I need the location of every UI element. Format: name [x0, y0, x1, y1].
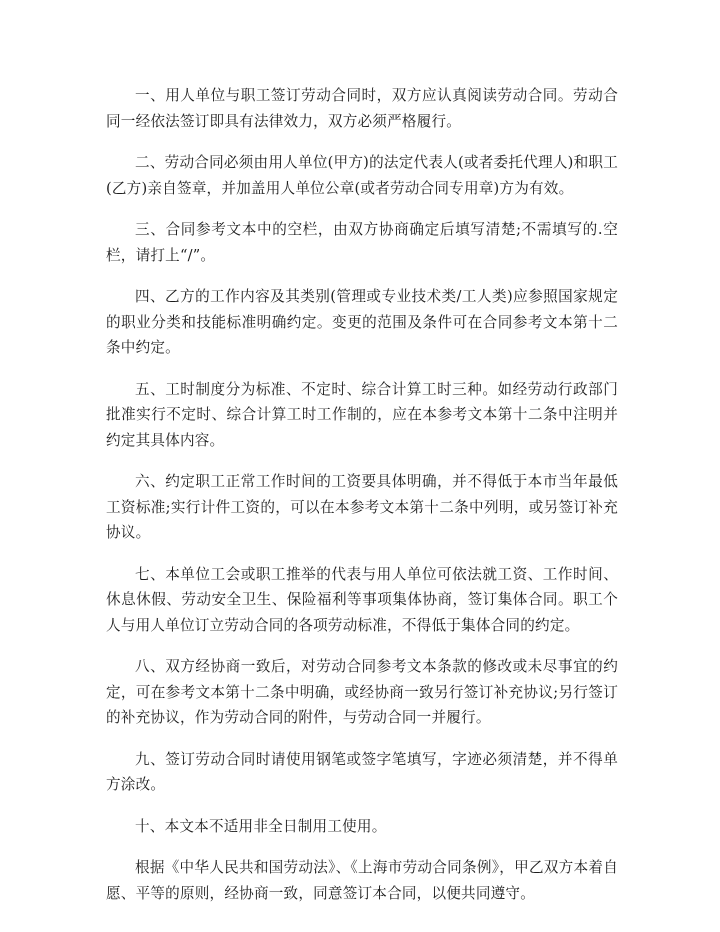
paragraph-10: 十、本文本不适用非全日制用工使用。: [135, 817, 387, 835]
paragraph-6: 六、约定职工正常工作时间的工资要具体明确，并不得低于本市当年最低工资标准;实行计件工资的，可以在本参考文本第十二条中列明，或另签订补充协议。: [106, 473, 618, 541]
paragraph-9: 九、签订劳动合同时请使用钢笔或签字笔填写，字迹必须清楚，并不得单方涂改。: [106, 750, 618, 793]
paragraph-8: 八、双方经协商一致后，对劳动合同参考文本条款的修改或未尽事宜的约定，可在参考文本第十二条中明确，或经协商一致另行签订补充协议;另行签订的补充协议，作为劳动合同的附件，与劳动合同一并履行。: [106, 658, 618, 726]
paragraph-1: 一、用人单位与职工签订劳动合同时，双方应认真阅读劳动合同。劳动合同一经依法签订即具有法律效力，双方必须严格履行。: [106, 87, 618, 130]
paragraph-3: 三、合同参考文本中的空栏，由双方协商确定后填写清楚;不需填写的.空栏，请打上“/”。: [106, 221, 618, 264]
document-body: [106, 83, 618, 922]
paragraph-4: 四、乙方的工作内容及其类别(管理或专业技术类/工人类)应参照国家规定的职业分类和技能标准明确约定。变更的范围及条件可在合同参考文本第十二条中约定。: [106, 288, 618, 356]
paragraph-5: 五、工时制度分为标准、不定时、综合计算工时三种。如经劳动行政部门批准实行不定时、综合计算工时工作制的，应在本参考文本第十二条中注明并约定其具体内容。: [106, 380, 618, 449]
paragraph-7: 七、本单位工会或职工推举的代表与用人单位可依法就工资、工作时间、休息休假、劳动安全卫生、保险福利等事项集体协商，签订集体合同。职工个人与用人单位订立劳动合同的各项劳动标准，不得低于集体合同的约定。: [106, 565, 618, 634]
paragraph-11: 根据《中华人民共和国劳动法》、《上海市劳动合同条例》，甲乙双方本着自愿、平等的原则，经协商一致，同意签订本合同，以便共同遵守。: [106, 859, 618, 902]
paragraph-2: 二、劳动合同必须由用人单位(甲方)的法定代表人(或者委托代理人)和职工(乙方)亲自签章，并加盖用人单位公章(或者劳动合同专用章)方为有效。: [106, 154, 618, 197]
